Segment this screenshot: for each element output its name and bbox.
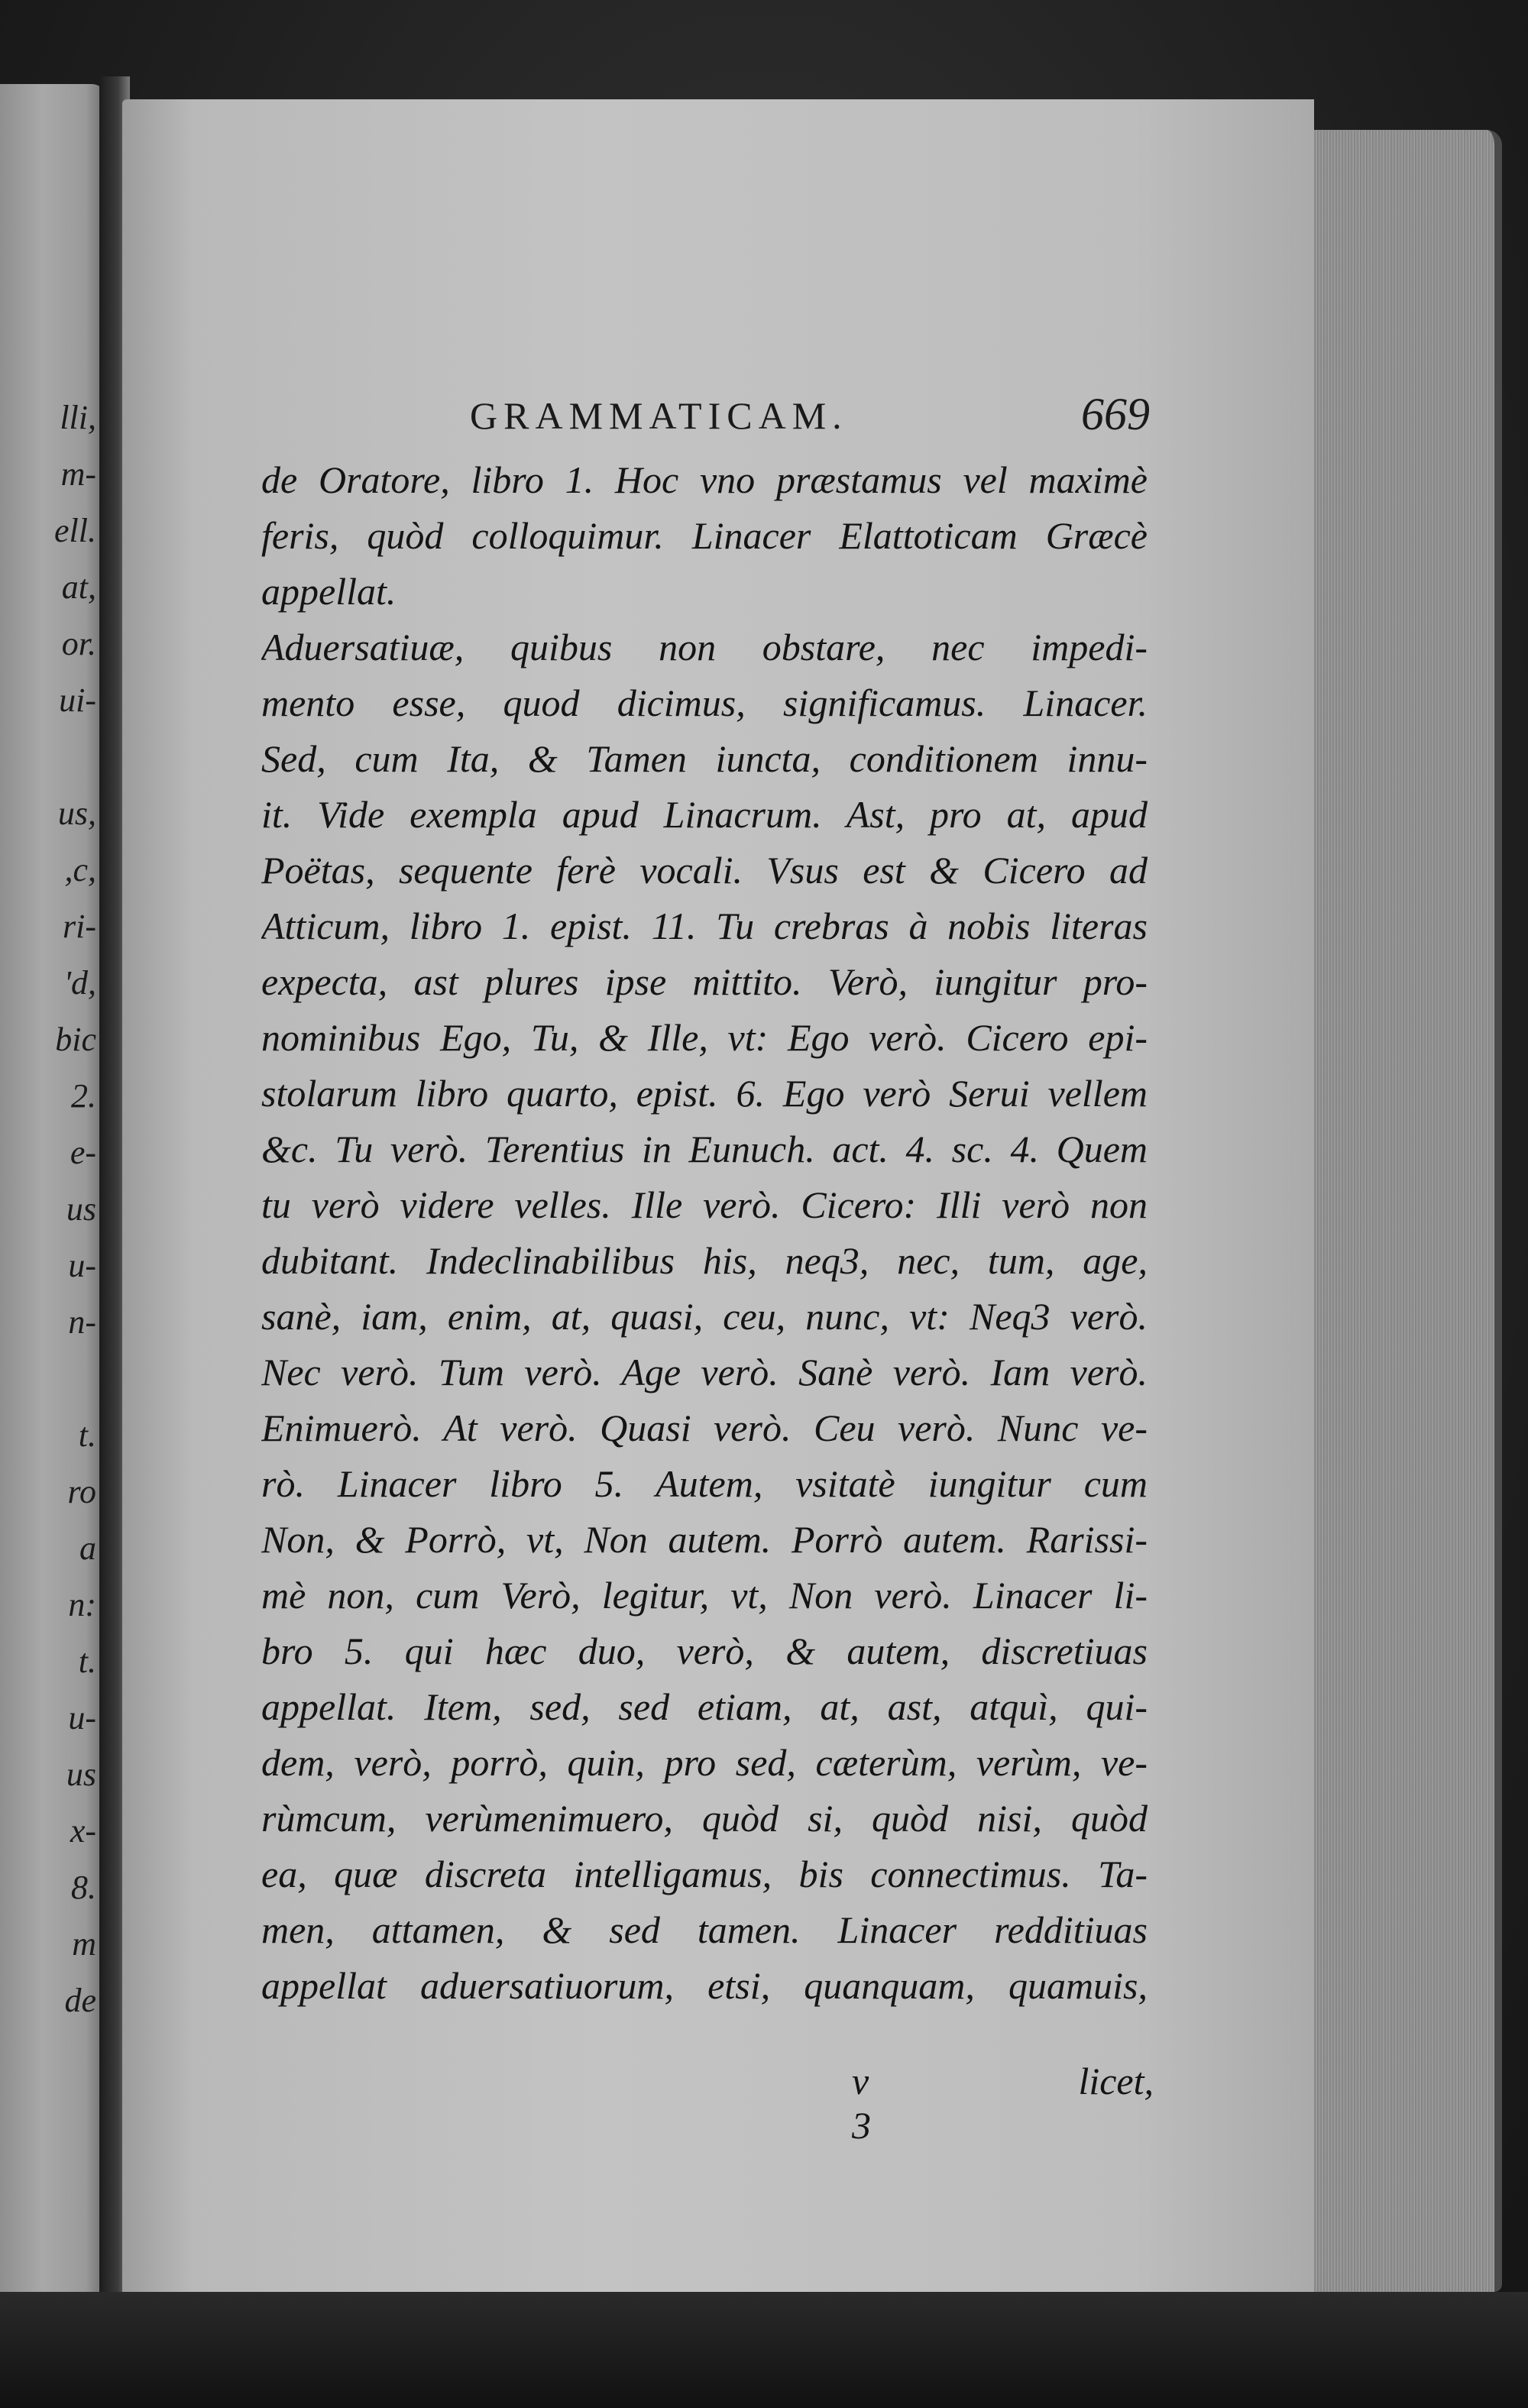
text-line: mè non, cum Verò, legitur, vt, Non verò. Linacer li-	[261, 1574, 1148, 1617]
left-fragment: e-	[70, 1134, 96, 1171]
text-line: sanè, iam, enim, at, quasi, ceu, nunc, vt: Neq3 verò.	[261, 1295, 1148, 1338]
left-fragment: at,	[61, 568, 96, 606]
left-fragment: t.	[78, 1416, 96, 1454]
catchword: licet,	[1078, 2060, 1154, 2102]
recto-page	[122, 99, 1314, 2300]
left-fragment: 2.	[71, 1077, 96, 1115]
text-line: stolarum libro quarto, epist. 6. Ego verò Serui vellem	[261, 1072, 1148, 1115]
text-line: de Oratore, libro 1. Hoc vno præstamus vel maximè	[261, 458, 1148, 501]
text-line: Aduersatiuæ, quibus non obstare, nec impedi-	[261, 626, 1148, 668]
left-fragment: lli,	[60, 399, 96, 436]
text-line: Poëtas, sequente ferè vocali. Vsus est & Cicero ad	[261, 849, 1148, 892]
left-fragment: bic	[55, 1021, 96, 1058]
text-line: bro 5. qui hæc duo, verò, & autem, discretiuas	[261, 1630, 1148, 1672]
left-fragment: 8.	[71, 1869, 96, 1906]
text-line: Enimuerò. At verò. Quasi verò. Ceu verò. Nunc ve-	[261, 1406, 1148, 1449]
left-fragment: u-	[68, 1699, 96, 1736]
left-fragment: m-	[60, 455, 96, 493]
left-page-text-fragments	[0, 390, 107, 2029]
left-fragment: or.	[61, 625, 96, 662]
signature-mark: v 3	[852, 2060, 894, 2147]
left-fragment: ui-	[59, 681, 96, 719]
text-line: Sed, cum Ita, & Tamen iuncta, conditionem innu-	[261, 737, 1148, 780]
text-line: rò. Linacer libro 5. Autem, vsitatè iungitur cum	[261, 1462, 1148, 1505]
text-line: dubitant. Indeclinabilibus his, neq3, nec, tum, age,	[261, 1239, 1148, 1282]
text-line: appellat aduersatiuorum, etsi, quanquam, quamuis,	[261, 1964, 1148, 2007]
text-line: appellat.	[261, 570, 397, 613]
text-line: mento esse, quod dicimus, significamus. Linacer.	[261, 681, 1148, 724]
text-line: Non, & Porrò, vt, Non autem. Porrò autem. Rarissi-	[261, 1518, 1148, 1561]
text-line: feris, quòd colloquimur. Linacer Elattoticam Græcè	[261, 514, 1148, 557]
left-fragment: us	[66, 1190, 96, 1228]
left-fragment: n-	[68, 1303, 96, 1341]
body-text	[261, 452, 1148, 2014]
text-line: men, attamen, & sed tamen. Linacer redditiuas	[261, 1908, 1148, 1951]
left-fragment: ,c,	[64, 851, 96, 888]
text-line: Atticum, libro 1. epist. 11. Tu crebras à nobis literas	[261, 905, 1148, 947]
left-fragment: 'd,	[63, 964, 96, 1002]
left-fragment	[0, 1351, 107, 1407]
text-line: Nec verò. Tum verò. Age verò. Sanè verò. Iam verò.	[261, 1351, 1148, 1393]
page-fore-edge	[1306, 130, 1502, 2292]
text-line: rùmcum, verùmenimuero, quòd si, quòd nisi, quòd	[261, 1797, 1148, 1840]
left-fragment: ro	[67, 1473, 96, 1510]
left-fragment: x-	[70, 1812, 96, 1850]
text-line: &c. Tu verò. Terentius in Eunuch. act. 4. sc. 4. Quem	[261, 1128, 1148, 1170]
left-fragment: ri-	[63, 908, 96, 945]
text-line: nominibus Ego, Tu, & Ille, vt: Ego verò. Cicero epi-	[261, 1016, 1148, 1059]
left-fragment: n:	[68, 1586, 96, 1623]
left-fragment: us,	[57, 795, 96, 832]
left-fragment: u-	[68, 1247, 96, 1284]
left-fragment: m	[72, 1925, 96, 1963]
text-line: appellat. Item, sed, sed etiam, at, ast, atquì, qui-	[261, 1685, 1148, 1728]
text-line: tu verò videre velles. Ille verò. Cicero: Illi verò non	[261, 1183, 1148, 1226]
text-line: dem, verò, porrò, quin, pro sed, cæterùm, verùm, ve-	[261, 1741, 1148, 1784]
left-fragment: de	[64, 1982, 96, 2019]
text-line: expecta, ast plures ipse mittito. Verò, iungitur pro-	[261, 960, 1148, 1003]
page-number: 669	[1081, 389, 1150, 439]
text-line: it. Vide exempla apud Linacrum. Ast, pro at, apud	[261, 793, 1148, 836]
left-fragment: a	[79, 1529, 96, 1567]
running-head: GRAMMATICAM.	[470, 394, 848, 437]
left-fragment: us	[66, 1756, 96, 1793]
left-page-edge	[0, 84, 107, 2300]
left-fragment: t.	[78, 1643, 96, 1680]
left-fragment: ell.	[54, 512, 96, 549]
bottom-shadow	[0, 2292, 1528, 2408]
left-fragment	[0, 729, 107, 785]
text-line: ea, quæ discreta intelligamus, bis connectimus. Ta-	[261, 1853, 1148, 1895]
